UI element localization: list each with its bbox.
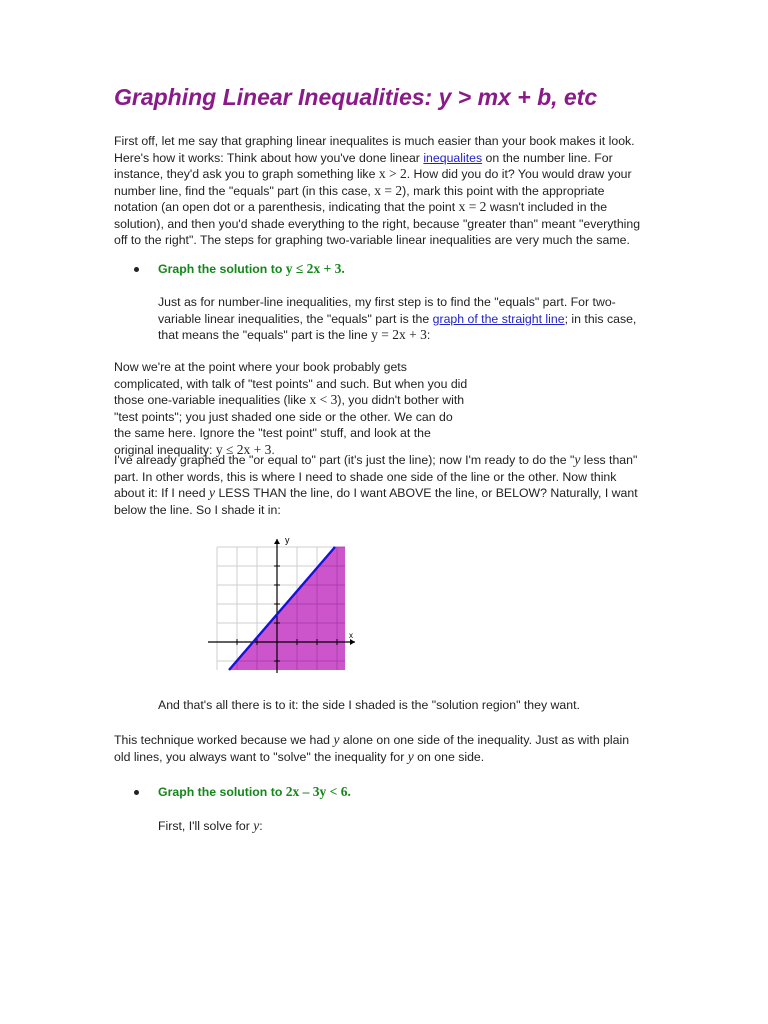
para2-line: complicated, with talk of "test points" and such. But when you did	[114, 376, 468, 391]
bullet-icon	[134, 790, 139, 795]
intro-paragraph	[114, 133, 640, 249]
example2-paragraph: First, I'll solve for y:	[158, 818, 263, 833]
test-points-paragraph	[114, 359, 467, 458]
example1-paragraph	[158, 294, 636, 344]
example1-heading: Graph the solution to y ≤ 2x + 3.	[158, 261, 345, 276]
para3-line: part. In other words, this is where I need to shade one side of the line or the other. Now think	[114, 469, 617, 484]
para3-line: about it: If I need y LESS THAN the line, do I want ABOVE the line, or BELOW? Naturally, I want	[114, 485, 638, 500]
para2-line: the same here. Ignore the "test point" stuff, and look at the	[114, 426, 431, 440]
x-axis-label: x	[349, 631, 353, 640]
para2-line: original inequality: y ≤ 2x + 3.	[114, 441, 275, 457]
inequality-graph	[205, 535, 360, 675]
bullet-icon	[134, 267, 139, 272]
intro-line: solution), and then you'd shade everything to the right, because "greater than" meant "everything	[114, 216, 641, 231]
intro-line: First off, let me say that graphing linear inequalites is much easier than your book makes it look.	[114, 134, 635, 148]
intro-line: off to the right". The steps for graphing two-variable linear inequalities are very much the same.	[114, 233, 630, 247]
example2-heading: Graph the solution to 2x – 3y < 6.	[158, 784, 351, 799]
y-axis-arrow-icon	[274, 539, 280, 544]
example1-line: that means the "equals" part is the line y = 2x + 3:	[158, 327, 431, 342]
page-title: Graphing Linear Inequalities: y > mx + b, etc	[114, 84, 598, 110]
para3-line: I've already graphed the "or equal to" part (it's just the line); now I'm ready to do the "y less than"	[114, 452, 638, 467]
intro-line: instance, they'd ask you to graph something like x > 2. How did you do it? You would draw your	[114, 166, 632, 181]
intro-line: notation (an open dot or a parenthesis, indicating that the point x = 2 wasn't included in the	[114, 199, 608, 214]
technique-paragraph	[114, 732, 629, 765]
para4-line: old lines, you always want to "solve" the inequality for y on one side.	[114, 748, 485, 764]
shading-paragraph	[114, 452, 638, 518]
straight-line-link[interactable]: graph of the straight line	[432, 311, 565, 326]
example1-line: Just as for number-line inequalities, my first step is to find the "equals" part. For two-	[158, 295, 616, 309]
para2-line: Now we're at the point where your book probably gets	[114, 360, 407, 374]
example1-line: variable linear inequalities, the "equals" part is the graph of the straight line; in this case,	[158, 311, 637, 326]
intro-line: number line, find the "equals" part (in this case, x = 2), mark this point with the appropriate	[114, 182, 605, 198]
para4-line: This technique worked because we had y alone on one side of the inequality. Just as with plain	[114, 732, 630, 747]
y-axis-label: y	[285, 535, 290, 545]
conclusion-text: And that's all there is to it: the side I shaded is the "solution region" they want.	[158, 698, 580, 712]
para3-line: below the line. So I shade it in:	[114, 502, 281, 517]
para2-line: "test points"; you just shaded one side or the other. We can do	[114, 409, 453, 424]
para2-line: those one-variable inequalities (like x < 3), you didn't bother with	[114, 392, 465, 407]
inequalites-link[interactable]: inequalites	[423, 150, 483, 165]
intro-line: Here's how it works: Think about how you've done linear inequalites on the number line. For	[114, 150, 613, 165]
